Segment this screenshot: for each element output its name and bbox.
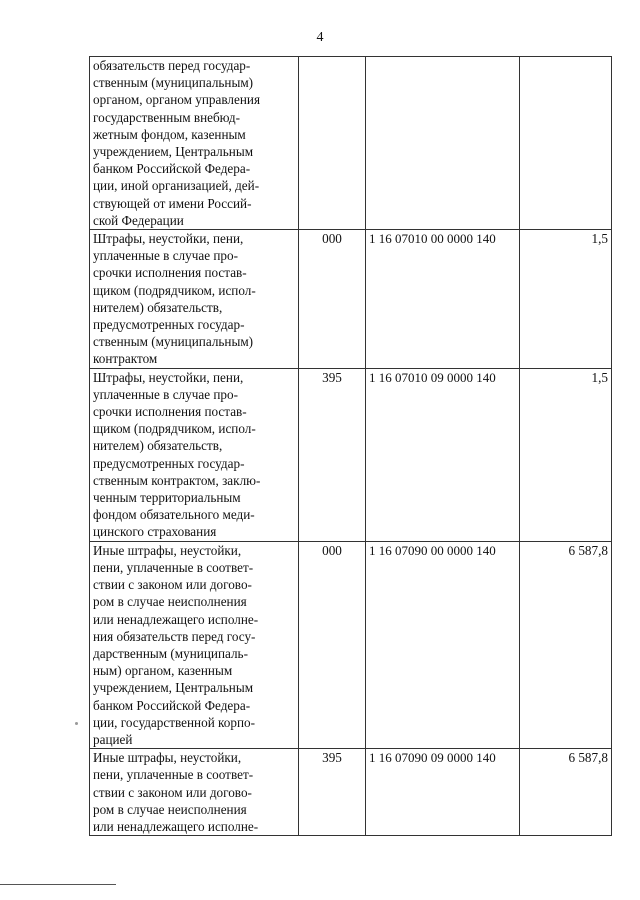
- revenue-name-line: ской Федерации: [93, 212, 184, 228]
- revenue-name-line: пени, уплаченные в соответ-: [93, 767, 254, 783]
- revenue-name-cell: [90, 368, 299, 541]
- revenue-name-line: рацией: [93, 731, 133, 747]
- revenue-name-line: банком Российской Федера-: [93, 161, 251, 177]
- revenue-name-line: учреждением, Центральным: [93, 144, 254, 160]
- budget-classification-code-cell: 1 16 07010 00 0000 140: [366, 230, 520, 369]
- revenue-name-line: ченным территориальным: [93, 490, 241, 506]
- revenue-name-line: или ненадлежащего исполне-: [93, 818, 259, 834]
- administrator-code-cell: 395: [299, 749, 366, 836]
- revenue-name-cell: [90, 541, 299, 748]
- revenue-name-line: ственным контрактом, заклю-: [93, 472, 261, 488]
- revenue-name-line: ственным (муниципальным): [93, 334, 254, 350]
- revenue-name-line: Штрафы, неустойки, пени,: [93, 231, 244, 247]
- revenue-name-line: контрактом: [93, 351, 158, 367]
- revenue-name-line: щиком (подрядчиком, испол-: [93, 421, 256, 437]
- revenue-name-line: предусмотренных государ-: [93, 317, 245, 333]
- revenue-name-line: ствии с законом или догово-: [93, 784, 252, 800]
- revenue-name-line: уплаченные в случае про-: [93, 386, 238, 402]
- revenue-name-line: или ненадлежащего исполне-: [93, 611, 259, 627]
- revenue-name-line: нителем) обязательств,: [93, 438, 223, 454]
- revenue-name-cell: [90, 749, 299, 836]
- amount-cell: 6 587,8: [520, 749, 612, 836]
- amount-cell: 6 587,8: [520, 541, 612, 748]
- administrator-code-cell: 000: [299, 230, 366, 369]
- revenue-name-line: цинского страхования: [93, 524, 217, 540]
- revenue-name-line: Иные штрафы, неустойки,: [93, 750, 242, 766]
- revenue-name-line: ственным (муниципальным): [93, 75, 254, 91]
- budget-table: [89, 56, 612, 836]
- revenue-name-line: ния обязательств перед госу-: [93, 628, 256, 644]
- table-row: [90, 749, 612, 836]
- budget-classification-code-cell: 1 16 07090 00 0000 140: [366, 541, 520, 748]
- revenue-name-line: обязательств перед государ-: [93, 58, 251, 73]
- budget-classification-code-cell: 1 16 07010 09 0000 140: [366, 368, 520, 541]
- page-number: 4: [316, 30, 324, 45]
- revenue-name-line: банком Российской Федера-: [93, 697, 251, 713]
- table-row: [90, 541, 612, 748]
- footer-rule: [0, 884, 116, 885]
- revenue-name-line: государственным внебюд-: [93, 109, 240, 125]
- revenue-name-cell: [90, 230, 299, 369]
- revenue-name-line: Иные штрафы, неустойки,: [93, 542, 242, 558]
- revenue-name-line: пени, уплаченные в соответ-: [93, 559, 254, 575]
- budget-classification-code-cell: 1 16 07090 09 0000 140: [366, 749, 520, 836]
- administrator-code-cell: [299, 57, 366, 230]
- administrator-code-cell: 395: [299, 368, 366, 541]
- revenue-name-line: ции, государственной корпо-: [93, 714, 256, 730]
- revenue-name-line: ром в случае неисполнения: [93, 594, 247, 610]
- revenue-name-line: предусмотренных государ-: [93, 455, 245, 471]
- table-row: [90, 230, 612, 369]
- revenue-name-line: срочки исполнения постав-: [93, 265, 247, 281]
- margin-mark: [75, 722, 78, 725]
- revenue-name-line: уплаченные в случае про-: [93, 248, 238, 264]
- revenue-name-line: ствующей от имени Россий-: [93, 195, 252, 211]
- amount-cell: 1,5: [520, 230, 612, 369]
- amount-cell: 1,5: [520, 368, 612, 541]
- revenue-name-line: ствии с законом или догово-: [93, 577, 252, 593]
- revenue-name-line: ным) органом, казенным: [93, 663, 233, 679]
- table-row: [90, 368, 612, 541]
- revenue-name-line: органом, органом управления: [93, 92, 261, 108]
- revenue-name-line: ром в случае неисполнения: [93, 801, 247, 817]
- revenue-name-line: жетным фондом, казенным: [93, 126, 246, 142]
- revenue-name-line: Штрафы, неустойки, пени,: [93, 369, 244, 385]
- revenue-name-line: нителем) обязательств,: [93, 299, 223, 315]
- table-row: [90, 57, 612, 230]
- revenue-name-line: срочки исполнения постав-: [93, 404, 247, 420]
- amount-cell: [520, 57, 612, 230]
- budget-table-body: [90, 57, 612, 836]
- revenue-name-cell: [90, 57, 299, 230]
- budget-classification-code-cell: [366, 57, 520, 230]
- revenue-name-line: дарственным (муниципаль-: [93, 645, 248, 661]
- revenue-name-line: фондом обязательного меди-: [93, 507, 255, 523]
- revenue-name-line: учреждением, Центральным: [93, 680, 254, 696]
- revenue-name-line: щиком (подрядчиком, испол-: [93, 282, 256, 298]
- administrator-code-cell: 000: [299, 541, 366, 748]
- revenue-name-line: ции, иной организацией, дей-: [93, 178, 260, 194]
